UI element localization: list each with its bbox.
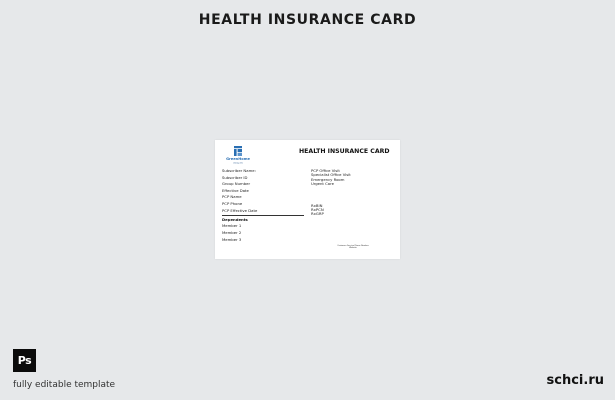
divider (222, 215, 304, 216)
editable-caption: fully editable template (13, 380, 116, 390)
field-group-number: Group Number (222, 181, 251, 187)
building-logo-icon (232, 146, 244, 156)
logo (221, 146, 255, 165)
site-watermark: schci.ru (546, 373, 604, 388)
dependents-title: Dependents (222, 217, 248, 223)
page-title: HEALTH INSURANCE CARD (198, 12, 417, 28)
copay-pcp-office-visit: PCP Office Visit (311, 168, 340, 173)
dependent-member-2: Member 2 (222, 229, 242, 235)
fine-print-line-2: Website (349, 247, 357, 250)
logo-tagline: HEALTH (233, 161, 243, 165)
copay-specialist-office-visit: Specialist Office Visit (311, 172, 351, 178)
rx-bin: RxBIN (311, 203, 323, 208)
copay-list (311, 169, 391, 187)
logo-name: GreenHome (226, 157, 250, 161)
field-pcp-effective-date: PCP Effective Date (222, 207, 258, 213)
field-pcp-name: PCP Name (222, 194, 242, 200)
rx-grp: RxGRP (311, 211, 324, 217)
copay-emergency-room: Emergency Room (311, 176, 345, 182)
field-subscriber-name: Subscriber Name: (222, 168, 256, 173)
dependent-member-1: Member 1 (222, 223, 242, 229)
copay-urgent-care: Urgent Care (311, 181, 334, 187)
rx-pcn: RxPCN (311, 207, 324, 213)
photoshop-icon: Ps (13, 349, 36, 372)
dependent-member-3: Member 3 (222, 236, 242, 242)
field-pcp-phone: PCP Phone (222, 200, 243, 206)
rx-list (311, 204, 351, 217)
card-title: HEALTH INSURANCE CARD (299, 148, 390, 155)
insurance-card (215, 140, 400, 259)
field-subscriber-id: Subscriber ID (222, 174, 248, 180)
member-fields (222, 168, 304, 243)
field-effective-date: Effective Date (222, 187, 249, 193)
fine-print-line-1: Customer Service Phone Number (337, 245, 369, 247)
fine-print (323, 245, 383, 250)
